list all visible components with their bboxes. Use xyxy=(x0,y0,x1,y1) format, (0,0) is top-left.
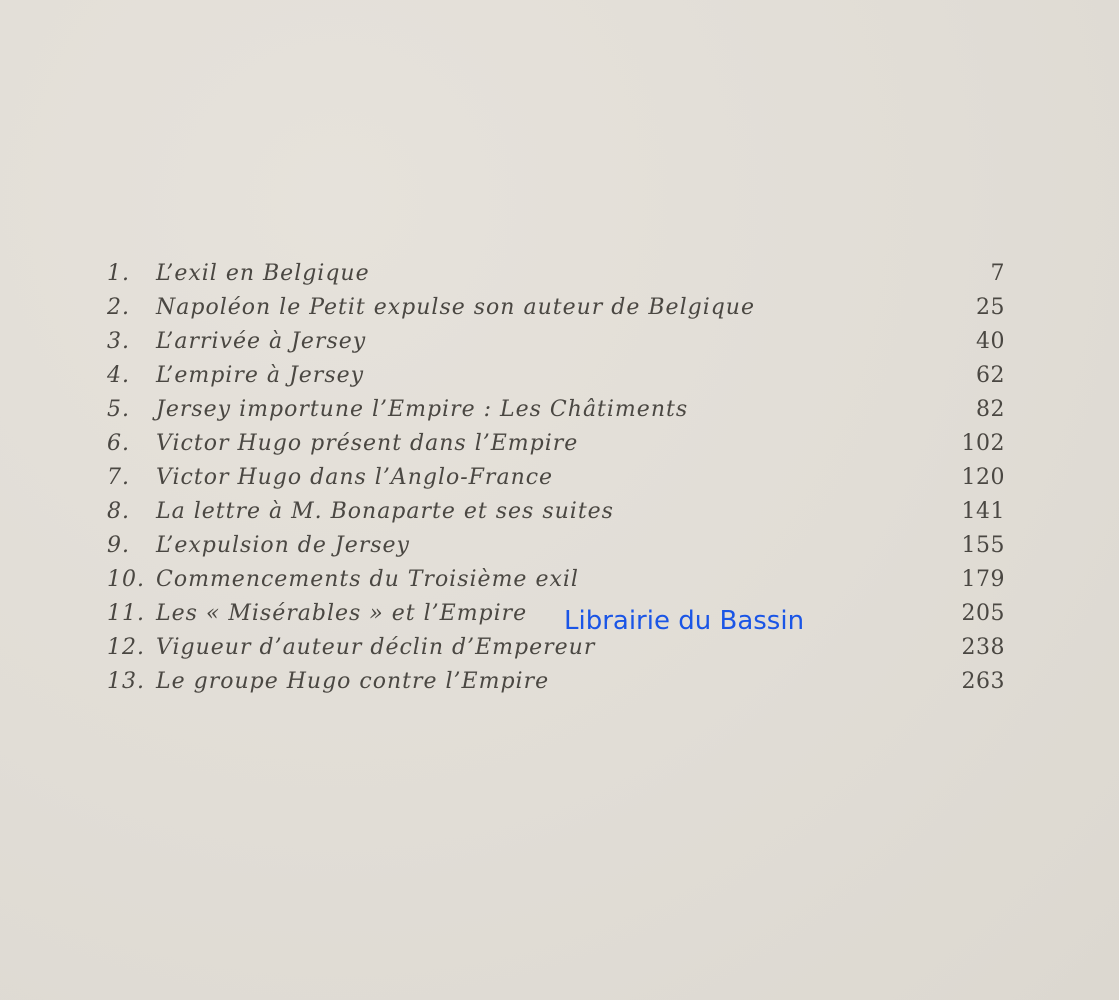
toc-entry xyxy=(0,291,1119,325)
toc-entry xyxy=(0,529,1119,563)
chapter-title: L’exil en Belgique xyxy=(156,261,370,286)
page-number: 238 xyxy=(961,635,1005,660)
page-number: 263 xyxy=(961,669,1005,694)
chapter-number: 6. xyxy=(107,431,130,456)
page-number: 82 xyxy=(976,397,1005,422)
chapter-title: Les « Misérables » et l’Empire xyxy=(156,601,528,626)
chapter-title: Commencements du Troisième exil xyxy=(156,567,579,592)
toc-entry xyxy=(0,325,1119,359)
chapter-number: 11. xyxy=(107,601,145,626)
chapter-title: Vigueur d’auteur déclin d’Empereur xyxy=(156,635,596,660)
toc-entry xyxy=(0,495,1119,529)
chapter-number: 13. xyxy=(107,669,145,694)
page-number: 62 xyxy=(976,363,1005,388)
chapter-title: Napoléon le Petit expulse son auteur de Belgique xyxy=(156,295,755,320)
page-number: 179 xyxy=(961,567,1005,592)
chapter-number: 8. xyxy=(107,499,130,524)
chapter-number: 10. xyxy=(107,567,145,592)
page-number: 102 xyxy=(961,431,1005,456)
chapter-title: Victor Hugo dans l’Anglo-France xyxy=(156,465,554,490)
toc-entry xyxy=(0,427,1119,461)
page-number: 40 xyxy=(976,329,1005,354)
chapter-title: L’arrivée à Jersey xyxy=(156,329,367,354)
chapter-title: Jersey importune l’Empire : Les Châtiments xyxy=(156,397,689,422)
toc-entry xyxy=(0,257,1119,291)
chapter-title: La lettre à M. Bonaparte et ses suites xyxy=(156,499,614,524)
chapter-number: 3. xyxy=(107,329,130,354)
chapter-number: 1. xyxy=(107,261,130,286)
page-number: 141 xyxy=(961,499,1005,524)
toc-entry xyxy=(0,359,1119,393)
chapter-number: 7. xyxy=(107,465,130,490)
chapter-title: L’expulsion de Jersey xyxy=(156,533,410,558)
page-number: 7 xyxy=(990,261,1005,286)
chapter-title: L’empire à Jersey xyxy=(156,363,365,388)
toc-entry xyxy=(0,597,1119,631)
toc-entry xyxy=(0,563,1119,597)
chapter-number: 4. xyxy=(107,363,130,388)
chapter-number: 9. xyxy=(107,533,130,558)
chapter-number: 12. xyxy=(107,635,145,660)
chapter-number: 5. xyxy=(107,397,130,422)
chapter-title: Victor Hugo présent dans l’Empire xyxy=(156,431,579,456)
page-number: 205 xyxy=(961,601,1005,626)
page-number: 155 xyxy=(961,533,1005,558)
page-number: 25 xyxy=(976,295,1005,320)
bookseller-watermark: Librairie du Bassin xyxy=(564,606,805,636)
toc-entry xyxy=(0,631,1119,665)
toc-entry xyxy=(0,665,1119,699)
chapter-number: 2. xyxy=(107,295,130,320)
page-number: 120 xyxy=(961,465,1005,490)
toc-entry xyxy=(0,393,1119,427)
chapter-title: Le groupe Hugo contre l’Empire xyxy=(156,669,550,694)
toc-entry xyxy=(0,461,1119,495)
